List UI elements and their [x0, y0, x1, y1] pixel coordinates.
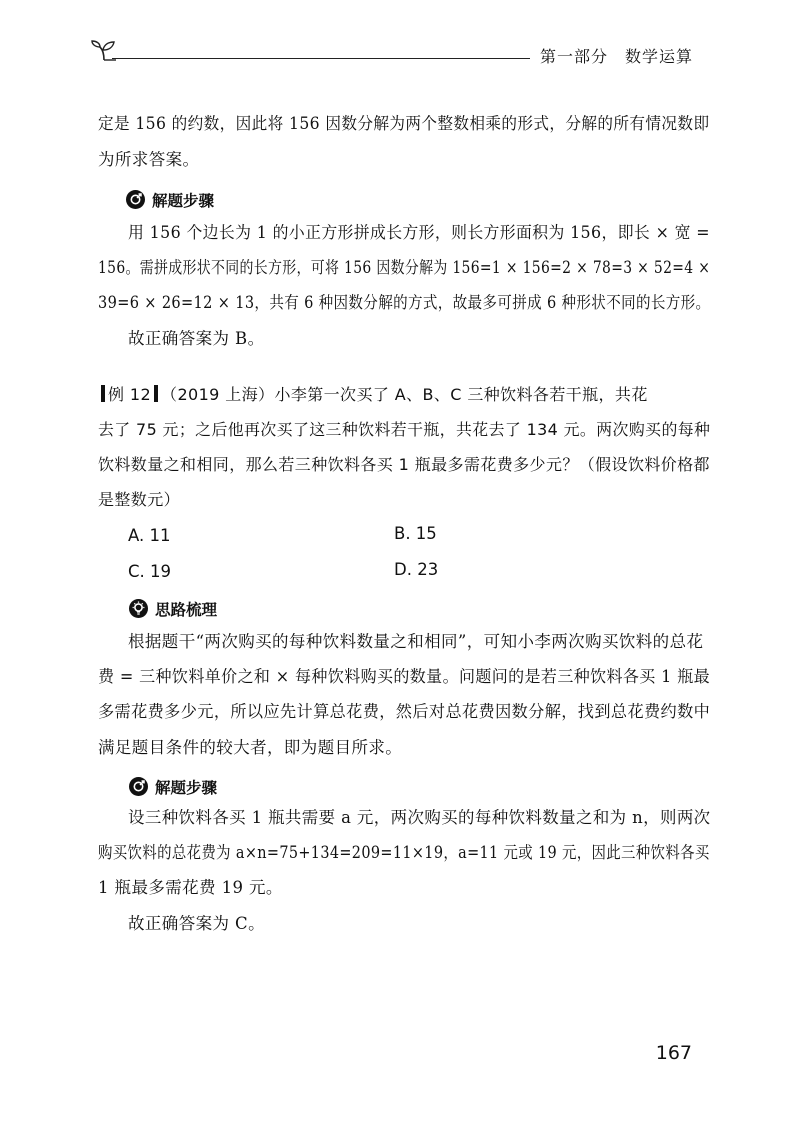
page-number: 167	[655, 1042, 692, 1064]
paragraph-line: 满足题目条件的较大者，即为题目所求。	[98, 738, 403, 757]
steps-icon	[126, 190, 145, 209]
option-b: B. 15	[394, 524, 437, 543]
paragraph-line: 费 = 三种饮料单价之和 × 每种饮料购买的数量。问题问的是若三种饮料各买 1 瓶最	[98, 667, 710, 686]
paragraph-line: 根据题干“两次购买的每种饮料数量之和相同”，可知小李两次购买饮料的总花	[128, 632, 704, 651]
paragraph-line: 定是 156 的约数，因此将 156 因数分解为两个整数相乘的形式，分解的所有情况数即	[98, 114, 710, 133]
paragraph-line: 多需花费多少元，所以应先计算总花费，然后对总花费因数分解，找到总花费约数中	[98, 702, 711, 721]
paragraph-line: 用 156 个边长为 1 的小正方形拼成长方形，则长方形面积为 156，即长 × 宽 =	[128, 223, 710, 242]
steps-heading: 解题步骤	[155, 779, 218, 797]
example-bracket-left	[101, 385, 105, 402]
paragraph-line: 为所求答案。	[98, 150, 200, 169]
option-c: C. 19	[128, 562, 172, 581]
paragraph-line: 购买饮料的总花费为 a×n=75+134=209=11×19，a=11 元或 19 元，因此三种饮料各买	[98, 843, 710, 862]
idea-icon	[129, 599, 148, 618]
steps-heading: 解题步骤	[152, 192, 215, 210]
header-rule	[112, 58, 530, 59]
example-line: 饮料数量之和相同，那么若三种饮料各买 1 瓶最多需花费多少元？（假设饮料价格都	[98, 455, 710, 474]
answer-line: 故正确答案为 B。	[128, 329, 265, 348]
example-label: 例 12	[108, 385, 152, 404]
header-title: 第一部分 数学运算	[540, 47, 694, 66]
paragraph-line: 156。需拼成形状不同的长方形，可将 156 因数分解为 156=1 × 156=2 × 78=3 × 52=4 ×	[98, 258, 711, 277]
analysis-heading: 思路梳理	[155, 601, 218, 619]
option-d: D. 23	[394, 560, 439, 579]
answer-line: 故正确答案为 C。	[128, 914, 265, 933]
example-line-first	[98, 385, 648, 405]
steps-icon	[129, 777, 148, 796]
example-bracket-right	[154, 385, 158, 402]
paragraph-line: 39=6 × 26=12 × 13，共有 6 种因数分解的方式，故最多可拼成 6 种形状不同的长方形。	[98, 293, 711, 312]
example-text: （2019 上海）小李第一次买了 A、B、C 三种饮料各若干瓶，共花	[161, 385, 648, 404]
example-line: 是整数元）	[98, 490, 181, 509]
option-a: A. 11	[128, 526, 171, 545]
paragraph-line: 1 瓶最多需花费 19 元。	[98, 878, 283, 897]
example-line: 去了 75 元；之后他再次买了这三种饮料若干瓶，共花去了 134 元。两次购买的每种	[98, 420, 711, 439]
paragraph-line: 设三种饮料各买 1 瓶共需要 a 元，两次购买的每种饮料数量之和为 n，则两次	[128, 808, 711, 827]
